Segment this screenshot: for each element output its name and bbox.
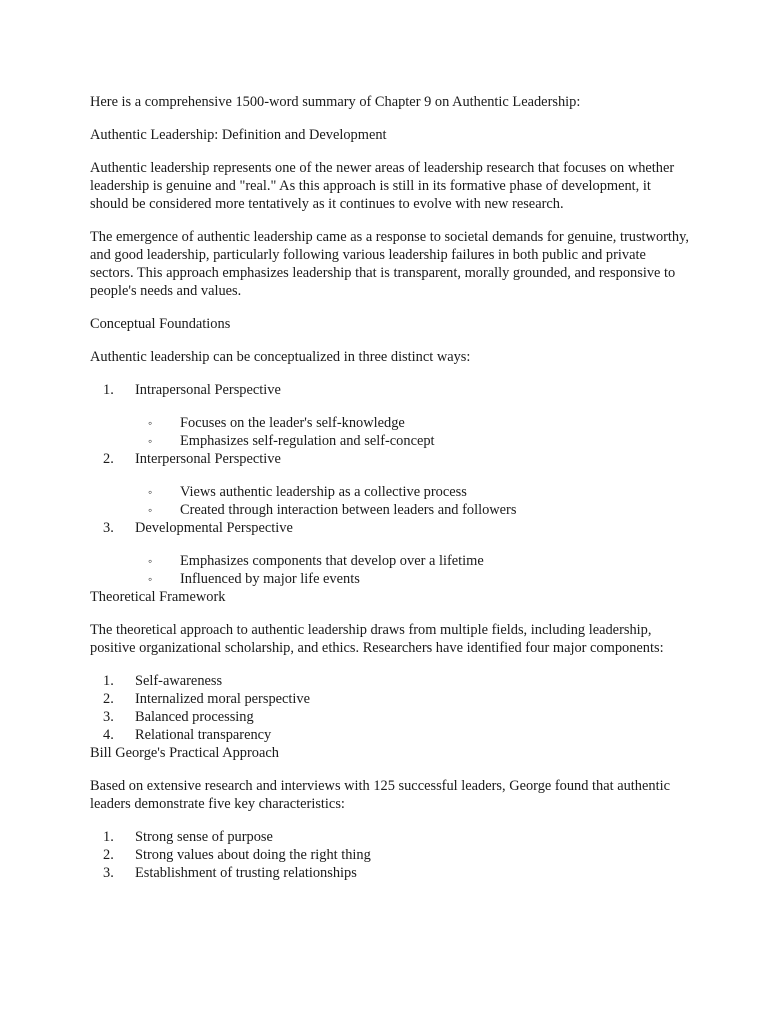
sub-list-item: ◦ Created through interaction between leaders and followers [135, 501, 690, 519]
list-number: 3. [103, 865, 114, 881]
sub-list-item: ◦ Emphasizes components that develop over a lifetime [135, 552, 690, 570]
list-number: 1. [103, 382, 114, 398]
intro-text: Here is a comprehensive 1500-word summary of Chapter 9 on Authentic Leadership: [90, 94, 581, 110]
theoretical-paragraph: The theoretical approach to authentic leadership draws from multiple fields, including leadership, positive organizational scholarship, and ethics. Researchers have identified four major components: [90, 622, 664, 656]
list-number: 3. [103, 709, 114, 725]
list-item-label: Balanced processing [135, 709, 254, 725]
list-item-label: Developmental Perspective [135, 520, 293, 536]
list-item-label: Relational transparency [135, 727, 272, 743]
section-heading-george: Bill George's Practical Approach [90, 745, 279, 761]
list-item-label: Intrapersonal Perspective [135, 382, 281, 398]
list-number: 2. [103, 847, 114, 863]
list-number: 2. [103, 451, 114, 467]
list-item [90, 864, 690, 882]
list-item-label: Strong values about doing the right thing [135, 847, 371, 863]
george-paragraph: Based on extensive research and interviews with 125 successful leaders, George found that authentic leaders demonstrate five key characteristics: [90, 778, 670, 812]
sub-list [135, 414, 690, 450]
list-item [90, 828, 690, 846]
list-item [90, 381, 690, 450]
document-page [90, 93, 690, 897]
list-item-label: Interpersonal Perspective [135, 451, 281, 467]
list-item-label: Establishment of trusting relationships [135, 865, 357, 881]
sub-list [135, 483, 690, 519]
section-heading-definition: Authentic Leadership: Definition and Development [90, 127, 387, 143]
components-list [90, 672, 690, 744]
list-number: 3. [103, 520, 114, 536]
list-item-label: Internalized moral perspective [135, 691, 310, 707]
sub-list [135, 552, 690, 588]
section-heading-conceptual: Conceptual Foundations [90, 316, 231, 332]
list-item [90, 708, 690, 726]
definition-paragraph-1: Authentic leadership represents one of the newer areas of leadership research that focuses on whether leadership is genuine and "real." As this approach is still in its formative phase of development, it should be considered more tentatively as it continues to evolve with new research. [90, 160, 675, 212]
list-item [90, 846, 690, 864]
list-item-label: Self-awareness [135, 673, 223, 689]
list-number: 4. [103, 727, 114, 743]
section-heading-theoretical: Theoretical Framework [90, 589, 226, 605]
definition-paragraph-2: The emergence of authentic leadership came as a response to societal demands for genuine, trustworthy, and good leadership, particularly following various leadership failures in both public and private sectors. This approach emphasizes leadership that is transparent, morally grounded, and responsive to people's needs and values. [90, 229, 689, 299]
list-item [90, 690, 690, 708]
list-item-label: Strong sense of purpose [135, 829, 273, 845]
list-item [90, 726, 690, 744]
list-number: 2. [103, 691, 114, 707]
sub-list-item: ◦ Emphasizes self-regulation and self-concept [135, 432, 690, 450]
list-item [90, 672, 690, 690]
list-item [90, 450, 690, 519]
list-item [90, 519, 690, 588]
characteristics-list [90, 828, 690, 882]
list-number: 1. [103, 673, 114, 689]
sub-list-item: ◦ Focuses on the leader's self-knowledge [135, 414, 690, 432]
sub-list-item: ◦ Views authentic leadership as a collective process [135, 483, 690, 501]
conceptual-list [90, 381, 690, 588]
list-number: 1. [103, 829, 114, 845]
conceptual-intro: Authentic leadership can be conceptualized in three distinct ways: [90, 349, 471, 365]
sub-list-item: ◦ Influenced by major life events [135, 570, 690, 588]
